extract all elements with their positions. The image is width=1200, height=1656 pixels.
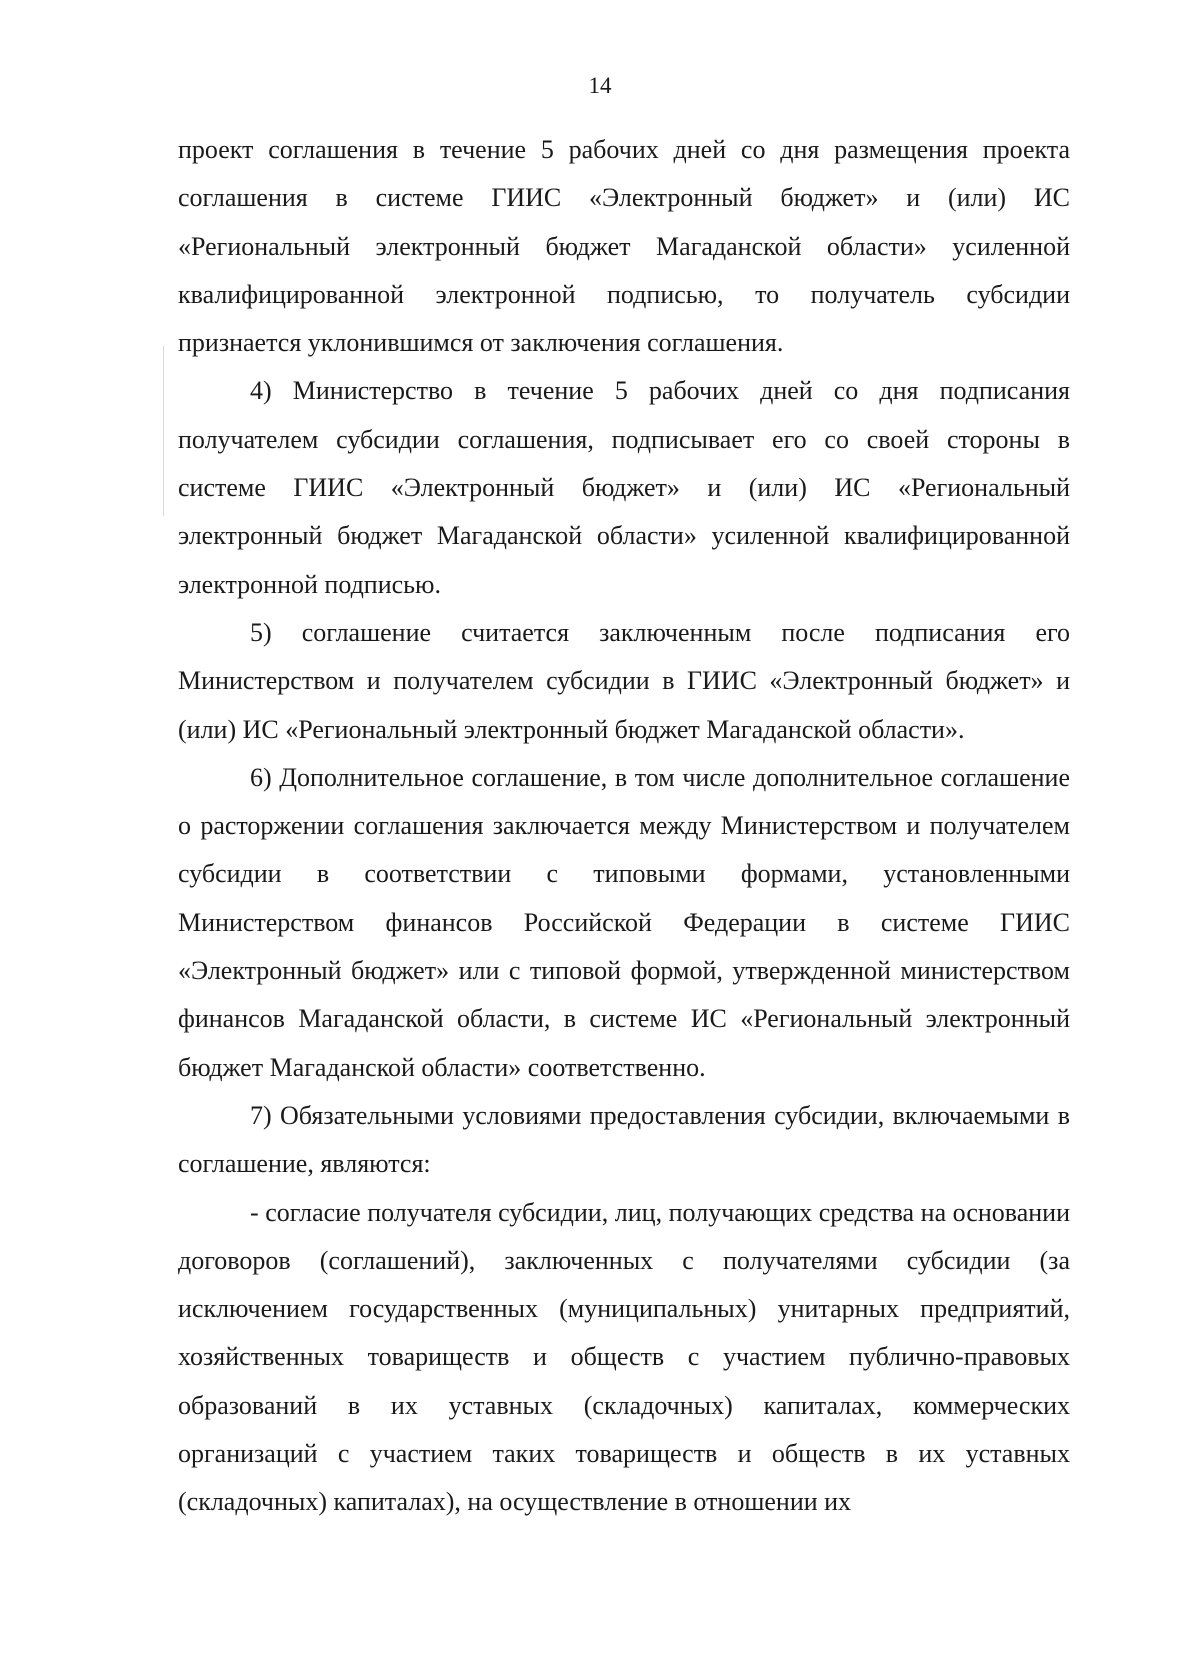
body-text: [178, 126, 1070, 1527]
scan-margin-line: [163, 346, 164, 516]
paragraph-continuation: проект соглашения в течение 5 рабочих дней со дня размещения проекта соглашения в системе ГИИС «Электронный бюджет» и (или) ИС «Региональный электронный бюджет Магаданской области» усиленной квалифицированной электронной подписью, то получатель субсидии признается уклонившимся от заключения соглашения.: [178, 135, 1070, 358]
paragraph-item-4: 4) Министерство в течение 5 рабочих дней со дня подписания получателем субсидии соглашения, подписывает его со своей стороны в системе ГИИС «Электронный бюджет» и (или) ИС «Региональный электронный бюджет Магаданской области» усиленной квалифицированной электронной подписью.: [178, 376, 1070, 599]
paragraph-bullet-consent: - согласие получателя субсидии, лиц, получающих средства на основании договоров (соглашений), заключенных с получателями субсидии (за исключением государственных (муниципальных) унитарных предприятий, хозяйственных товариществ и обществ с участием публично-правовых образований в их уставных (складочных) капиталах, коммерческих организаций с участием таких товариществ и обществ в их уставных (складочных) капиталах), на осуществление в отношении их: [178, 1197, 1070, 1517]
paragraph-item-6: 6) Дополнительное соглашение, в том числе дополнительное соглашение о расторжении соглашения заключается между Министерством и получателем субсидии в соответствии с типовыми формами, установленными Министерством финансов Российской Федерации в системе ГИИС «Электронный бюджет» или с типовой формой, утвержденной министерством финансов Магаданской области, в системе ИС «Региональный электронный бюджет Магаданской области» соответственно.: [178, 762, 1070, 1082]
paragraph-item-7: 7) Обязательными условиями предоставления субсидии, включаемыми в соглашение, являются:: [178, 1100, 1070, 1179]
paragraph-item-5: 5) соглашение считается заключенным после подписания его Министерством и получателем субсидии в ГИИС «Электронный бюджет» и (или) ИС «Региональный электронный бюджет Магаданской области».: [178, 617, 1070, 744]
page-number: 14: [588, 73, 612, 98]
